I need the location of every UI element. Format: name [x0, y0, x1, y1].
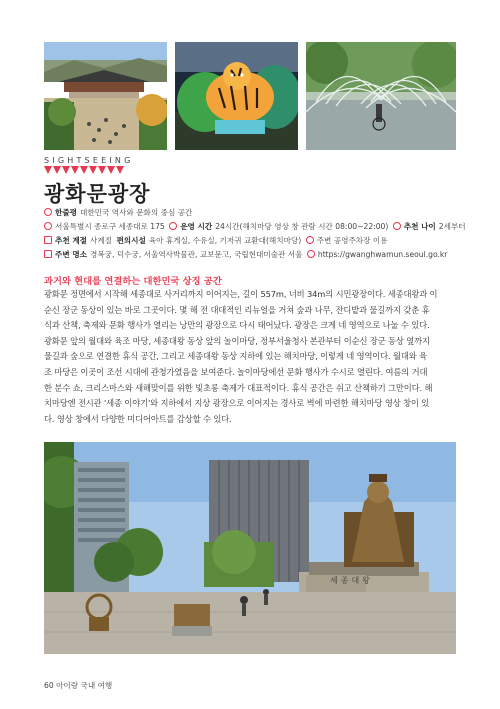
- info-address-hours: 서울특별시 종로구 세종대로 175 운영 시간 24시간(해치마당 영상 창 관람 시간 08:00~22:00) 추천 나이 2세부터: [44, 221, 464, 233]
- website-link[interactable]: https://gwanghwamun.seoul.go.kr: [317, 250, 448, 259]
- speech-bubble-icon: [44, 208, 52, 216]
- location-pin-icon: [44, 222, 52, 230]
- calendar-icon: [44, 236, 52, 244]
- camera-icon: [44, 250, 52, 258]
- article-line: 치마당엔 전시관 '세종 이야기'와 지하에서 지상 광장으로 이어지는 경사로 벽에 마련한 해치마당 영상 창이 있: [44, 398, 430, 409]
- article-body: [44, 287, 456, 427]
- article-line: 광화문 앞의 월대와 육조 마당, 세종대왕 동상 앞의 놀이마당, 정부서울청사 본관부터 이순신 장군 동상 옆까지: [44, 335, 430, 346]
- info-rating: 한줄평 대한민국 역사와 문화의 중심 공간: [44, 207, 464, 219]
- article-line: 한 분수 쇼, 크리스마스와 새해맞이를 위한 빛초롱 축제가 대표적이다. 휴식 공간은 쉬고 산책하기 그만이다. 해: [44, 382, 433, 393]
- page-footer: 60 아이랑 국내 여행: [44, 681, 113, 690]
- article-line: 다. 영상 창에서 다양한 미디어아트를 감상할 수 있다.: [44, 413, 232, 424]
- info-season-facility: 추천 계절 사계절 편의시설 육아 휴게실, 수유실, 기저귀 교환대(해치마당) 주변 공영주차장 이용: [44, 235, 464, 247]
- clock-icon: [169, 222, 177, 230]
- tiger-lantern-photo: [175, 42, 298, 150]
- article-line: 순신 장군 동상이 있는 바로 그곳이다. 몇 해 전 대대적인 리뉴얼을 거쳐 숲과 나무, 잔디밭과 물길까지 갖춘 휴: [44, 304, 430, 315]
- article-line: 광화문 정면에서 시작해 세종대로 사거리까지 이어지는, 길이 557m, 너비 34m의 시민광장이다. 세종대왕과 이: [44, 289, 438, 299]
- article-line: 물길과 숲으로 연결한 휴식 공간, 그리고 세종대왕 동상 지하에 있는 해치마당, 이렇게 네 영역이다. 월대와 육: [44, 351, 427, 362]
- info-nearby: 주변 명소 경복궁, 덕수궁, 서울역사박물관, 교보문고, 국립현대미술관 서울 https://gwanghwamun.seoul.go.kr: [44, 249, 464, 261]
- sejong-statue-photo: [44, 442, 456, 654]
- article-line: 식과 산책, 축제와 문화 행사가 열리는 낭만의 광장으로 다시 태어났다. 광장은 크게 네 영역으로 나눌 수 있다.: [44, 320, 430, 331]
- parking-icon: [306, 236, 314, 244]
- article-heading: 과거와 현대를 연결하는 대한민국 상징 공간: [44, 276, 222, 287]
- page-title: 광화문광장: [44, 182, 151, 206]
- person-icon: [393, 222, 401, 230]
- section-decoration: [44, 166, 125, 174]
- fountain-photo: [306, 42, 456, 150]
- section-label: SIGHTSEEING: [44, 156, 134, 165]
- statue-sign: 세종대왕: [330, 576, 373, 585]
- article-line: 조 마당은 이곳이 조선 시대에 관청가였음을 보여준다. 놀이마당에선 문화 행사가 수시로 열린다. 여름의 거대: [44, 366, 428, 377]
- gyeongbokgung-photo: [44, 42, 167, 150]
- globe-icon: [307, 250, 315, 258]
